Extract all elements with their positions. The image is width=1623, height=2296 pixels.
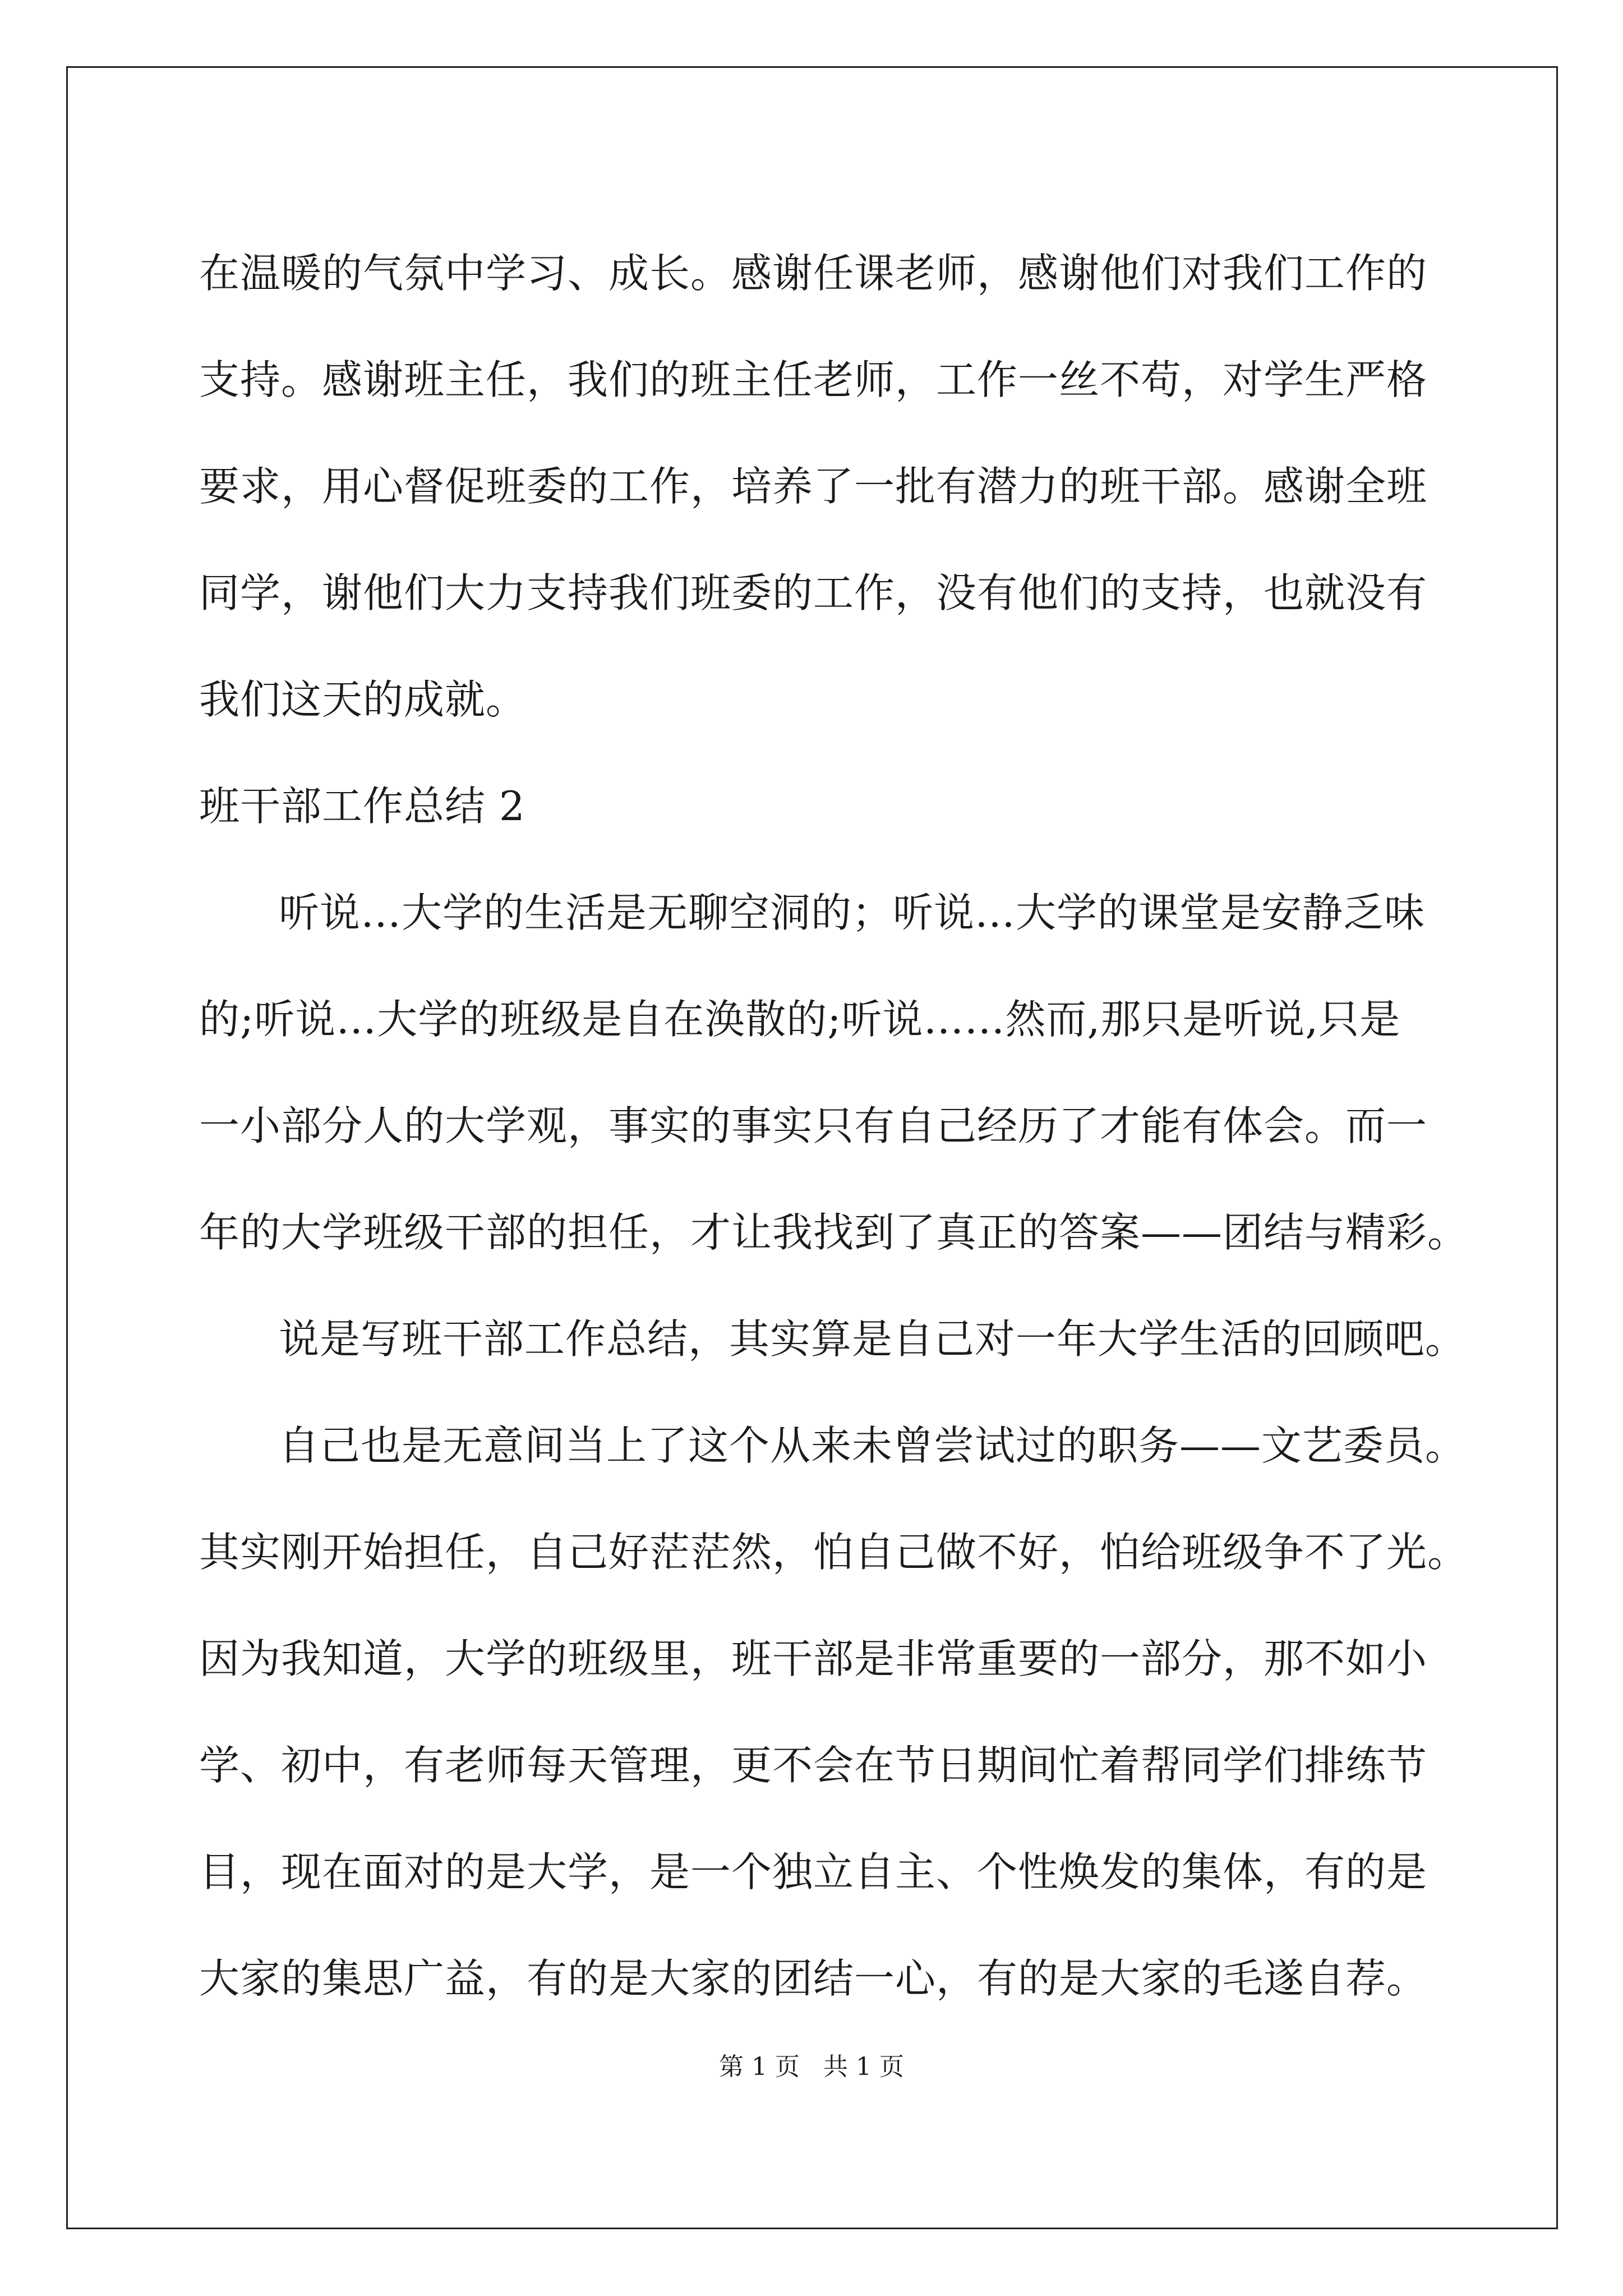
- text-line: 一小部分人的大学观，事实的事实只有自己经历了才能有体会。而一: [199, 1102, 1428, 1149]
- text-line: 大家的集思广益，有的是大家的团结一心，有的是大家的毛遂自荐。: [199, 1955, 1428, 2002]
- text-line: 同学，谢他们大力支持我们班委的工作，没有他们的支持，也就没有: [199, 569, 1428, 616]
- text-line: 目，现在面对的是大学，是一个独立自主、个性焕发的集体，有的是: [199, 1848, 1428, 1895]
- text-line: 自己也是无意间当上了这个从来未曾尝试过的职务——文艺委员。: [279, 1422, 1467, 1469]
- page-number-footer: 第 1 页 共 1 页: [719, 2053, 904, 2081]
- document-body: [199, 220, 1469, 2032]
- text-line: 在温暖的气氛中学习、成长。感谢任课老师，感谢他们对我们工作的: [199, 250, 1428, 297]
- text-line: 因为我知道，大学的班级里，班干部是非常重要的一部分，那不如小: [199, 1635, 1428, 1682]
- text-line: 听说…大学的生活是无聊空洞的；听说…大学的课堂是安静乏味: [279, 889, 1426, 936]
- text-line: 年的大学班级干部的担任，才让我找到了真正的答案——团结与精彩。: [199, 1209, 1469, 1256]
- text-line: 其实刚开始担任，自己好茫茫然，怕自己做不好，怕给班级争不了光。: [199, 1529, 1469, 1576]
- text-line: 说是写班干部工作总结，其实算是自己对一年大学生活的回顾吧。: [279, 1315, 1467, 1363]
- text-line: 支持。感谢班主任，我们的班主任老师，工作一丝不苟，对学生严格: [199, 356, 1428, 403]
- text-line: 学、初中，有老师每天管理，更不会在节日期间忙着帮同学们排练节: [199, 1742, 1428, 1789]
- text-line: 要求，用心督促班委的工作，培养了一批有潜力的班干部。感谢全班: [199, 463, 1428, 510]
- text-line: 的;听说…大学的班级是自在涣散的;听说……然而,那只是听说,只是: [199, 996, 1401, 1043]
- text-line: 我们这天的成就。: [199, 676, 527, 723]
- section-heading: 班干部工作总结 2: [199, 783, 525, 830]
